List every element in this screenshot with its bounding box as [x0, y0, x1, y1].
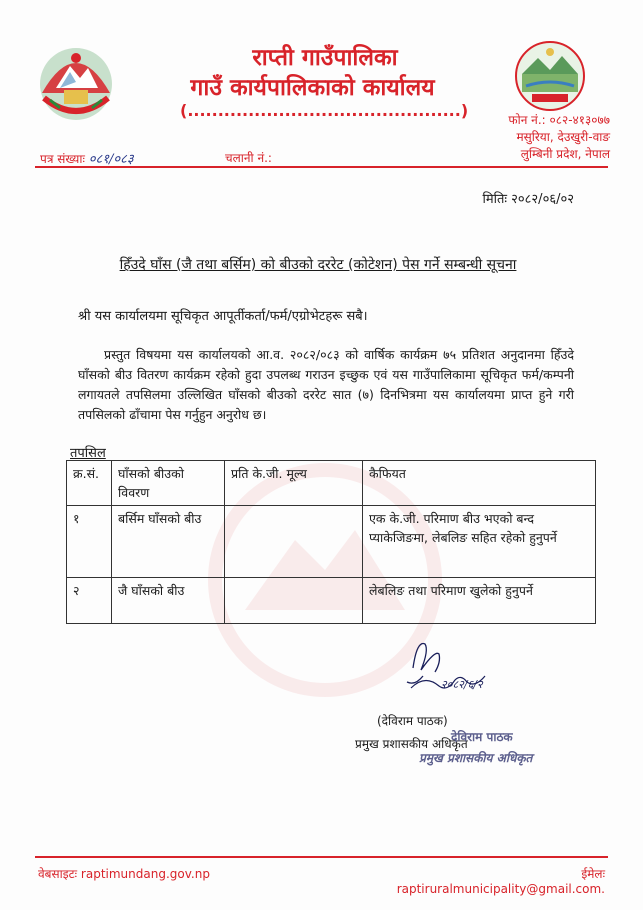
- addressee: श्री यस कार्यालयमा सूचिकृत आपूर्तीकर्ता/फर्म/एग्रोभेटहरू सबै।: [78, 309, 368, 324]
- row-item: जै घाँसको बीउ: [112, 578, 225, 624]
- stamp-role: प्रमुख प्रशासकीय अधिकृत: [419, 751, 533, 765]
- address-line1: मसुरिया, देउखुरी-वाङ: [516, 130, 610, 144]
- row-price: [225, 506, 363, 578]
- letter-date: मितिः २०८२/०६/०२: [482, 192, 574, 207]
- row-sn: १: [67, 506, 112, 578]
- schedule-table: [66, 460, 596, 624]
- row-item: बर्सिम घाँसको बीउ: [112, 506, 225, 578]
- stamp-name: देविराम पाठक: [451, 730, 513, 744]
- municipality-logo: [512, 38, 588, 114]
- header-item: घाँसको बीउको विवरण: [112, 461, 225, 506]
- table-row: [67, 578, 596, 624]
- office-title-line2: गाउँ कार्यपालिकाको कार्यालय: [190, 75, 435, 101]
- handwritten-signature: [395, 630, 505, 700]
- header-price: प्रति के.जी. मूल्य: [225, 461, 363, 506]
- nepal-emblem-logo: [30, 38, 122, 126]
- header-sn: क्र.सं.: [67, 461, 112, 506]
- table-row: [67, 506, 596, 578]
- header-divider: [35, 166, 608, 168]
- website-link[interactable]: वेबसाइटः raptimundang.gov.np: [38, 867, 210, 881]
- table-header-row: [67, 461, 596, 506]
- row-price: [225, 578, 363, 624]
- reference-label: पत्र संख्याः: [40, 152, 85, 166]
- office-title-line1: राप्ती गाउँपालिका: [252, 45, 398, 71]
- row-remarks: एक के.जी. परिमाण बीउ भएको बन्द प्याकेजिङमा, लेबलिङ सहित रहेको हुनुपर्ने: [363, 506, 596, 578]
- row-remarks: लेबलिङ तथा परिमाण खुलेको हुनुपर्ने: [363, 578, 596, 624]
- address-line2: लुम्बिनी प्रदेश, नेपाल: [520, 147, 610, 161]
- schedule-label: तपसिल: [70, 446, 106, 461]
- notice-body-text: प्रस्तुत विषयमा यस कार्यालयको आ.व. २०८२/०८३ को वार्षिक कार्यक्रम ७५ प्रतिशत अनुदानमा हिँउदे घाँसको बीउ वितरण कार्यक्रम रहेको हुदा उपलब्ध गराउन इच्छुक एवं यस गाउँपालिकामा सूचिकृत फर्म/कम्पनी लगायतले तपसिलमा उल्लिखित घाँसको बीउको दररेट सात (७) दिनभित्रमा यस कार्यालयमा प्राप्त हुने गरी तपसिलको ढाँचामा पेस गर्नुहुन अनुरोध छ।: [78, 347, 574, 422]
- header-remarks: कैफियत: [363, 461, 596, 506]
- notice-body: [78, 345, 574, 425]
- signatory-name: (देविराम पाठक): [377, 714, 448, 728]
- notice-subject: हिँउदे घाँस (जै तथा बर्सिम) को बीउको दररेट (कोटेशन) पेस गर्ने सम्बन्धी सूचना: [119, 257, 517, 273]
- footer-divider: [35, 856, 608, 858]
- dispatch-number-label: चलानी नं.:: [225, 151, 272, 165]
- reference-number: [40, 149, 134, 167]
- signature-date: २०८२/६/२: [441, 678, 483, 691]
- reference-value: ०८१/०८३: [88, 152, 134, 167]
- signatory-role: प्रमुख प्रशासकीय अधिकृत: [355, 737, 468, 751]
- email-link[interactable]: ईमेलः raptiruralmunicipality@gmail.com.: [396, 867, 605, 896]
- row-sn: २: [67, 578, 112, 624]
- phone-number: फोन नं.: ०८२-४१३०७७: [508, 113, 610, 127]
- contact-block: [470, 112, 610, 163]
- office-blank-line: (.............................................): [180, 101, 469, 120]
